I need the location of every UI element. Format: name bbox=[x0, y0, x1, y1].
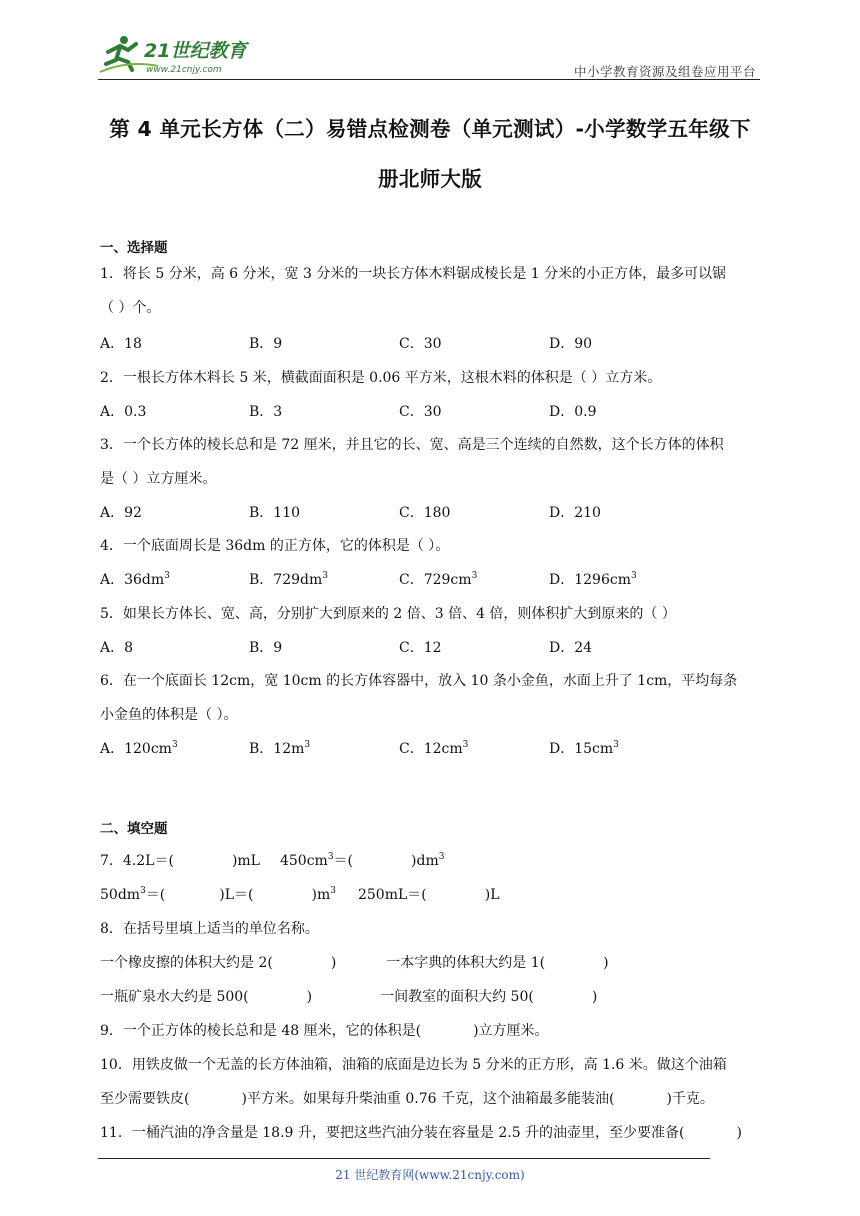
q1-option-a: A．18 bbox=[100, 336, 142, 352]
footer-divider bbox=[98, 1158, 710, 1159]
question-10-line-1: 10．用铁皮做一个无盖的长方体油箱，油箱的底面是边长为 5 分米的正方形，高 1.6 米。做这个油箱 bbox=[100, 1057, 727, 1073]
q6-option-a: A．$120cm^3$ bbox=[100, 740, 178, 757]
question-6-line-1: 6．在一个底面长 12cm，宽 10cm 的长方体容器中，放入 10 条小金鱼，水面上升了 1cm，平均每条 bbox=[100, 673, 738, 689]
q2-option-b: B．3 bbox=[249, 404, 283, 420]
question-8-row-2: 一瓶矿泉水大约是 500( ) 一间教室的面积大约 50( ) bbox=[100, 989, 598, 1005]
q2-option-d: D．0.9 bbox=[549, 404, 597, 420]
header-divider bbox=[98, 79, 760, 80]
question-5: 5．如果长方体长、宽、高，分别扩大到原来的 2 倍、3 倍、4 倍，则体积扩大到原来的（ ） bbox=[100, 606, 676, 622]
q3-option-a: A．92 bbox=[100, 505, 142, 521]
logo-runner-icon bbox=[98, 30, 258, 78]
question-8: 8．在括号里填上适当的单位名称。 bbox=[100, 921, 319, 937]
section-choice-heading: 一、选择题 bbox=[100, 240, 168, 256]
q5-option-b: B．9 bbox=[249, 640, 283, 656]
q6-option-d: D．$15cm^3$ bbox=[549, 740, 619, 757]
q3-option-c: C．180 bbox=[399, 505, 451, 521]
footer-text: 21 世纪教育网(www.21cnjy.com) bbox=[335, 1168, 525, 1182]
q4-option-c: C．$729cm^3$ bbox=[399, 571, 478, 588]
title-line-1: 第 4 单元长方体（二）易错点检测卷（单元测试）-小学数学五年级下 bbox=[109, 117, 751, 141]
question-11: 11．一桶汽油的净含量是 18.9 升，要把这些汽油分装在容量是 2.5 升的油壶里，至少要准备( ) bbox=[100, 1125, 742, 1141]
question-8-row-1: 一个橡皮擦的体积大约是 2( ) 一本字典的体积大约是 1( ) bbox=[100, 955, 609, 971]
q4-option-d: D．$1296cm^3$ bbox=[549, 571, 637, 588]
question-10-line-2: 至少需要铁皮( )平方米。如果每升柴油重 0.76 千克，这个油箱最多能装油( )千克。 bbox=[100, 1091, 714, 1107]
q1-option-c: C．30 bbox=[399, 336, 442, 352]
section-fill-heading: 二、填空题 bbox=[100, 821, 168, 837]
q6-option-b: B．$12m^3$ bbox=[249, 740, 311, 757]
q1-option-b: B．9 bbox=[249, 336, 283, 352]
question-3-line-1: 3．一个长方体的棱长总和是 72 厘米，并且它的长、宽、高是三个连续的自然数，这个长方体的体积 bbox=[100, 437, 724, 453]
page-title bbox=[98, 104, 762, 204]
q1-option-d: D．90 bbox=[549, 336, 593, 352]
question-1-line-2: （ ）个。 bbox=[100, 300, 161, 316]
q2-option-a: A．0.3 bbox=[100, 404, 147, 420]
q6-option-c: C．$12cm^3$ bbox=[399, 740, 469, 757]
title-line-2: 册北师大版 bbox=[378, 167, 482, 191]
svg-text:21世纪教育: 21世纪教育 bbox=[144, 40, 247, 62]
question-2: 2．一根长方体木料长 5 米，横截面面积是 0.06 平方米，这根木料的体积是（ ）立方米。 bbox=[100, 370, 662, 386]
question-7-line-2: $50dm^3=$( )L＝( )$m^3$ 250mL＝( )L bbox=[100, 886, 500, 903]
q4-option-a: A．$36dm^3$ bbox=[100, 571, 170, 588]
q5-option-d: D．24 bbox=[549, 640, 593, 656]
q5-option-c: C．12 bbox=[399, 640, 442, 656]
header-platform-text: 中小学教育资源及组卷应用平台 bbox=[573, 64, 756, 79]
question-1-line-1: 1．将长 5 分米，高 6 分米，宽 3 分米的一块长方体木料锯成棱长是 1 分米的小正方体，最多可以锯 bbox=[100, 266, 727, 282]
question-7-line-1: 7．4.2L＝( )mL $450cm^3=$( )$dm^3$ bbox=[100, 852, 445, 869]
question-3-line-2: 是（ ）立方厘米。 bbox=[100, 471, 217, 487]
logo bbox=[98, 30, 258, 78]
q3-option-d: D．210 bbox=[549, 505, 601, 521]
question-6-line-2: 小金鱼的体积是（ ）。 bbox=[100, 707, 238, 723]
q3-option-b: B．110 bbox=[249, 505, 301, 521]
svg-text:www.21cnjy.com: www.21cnjy.com bbox=[146, 65, 222, 75]
q4-option-b: B．$729dm^3$ bbox=[249, 571, 328, 588]
q2-option-c: C．30 bbox=[399, 404, 442, 420]
q5-option-a: A．8 bbox=[100, 640, 134, 656]
question-9: 9．一个正方体的棱长总和是 48 厘米，它的体积是( )立方厘米。 bbox=[100, 1023, 549, 1039]
question-4: 4．一个底面周长是 36dm 的正方体，它的体积是（ ）。 bbox=[100, 538, 450, 554]
